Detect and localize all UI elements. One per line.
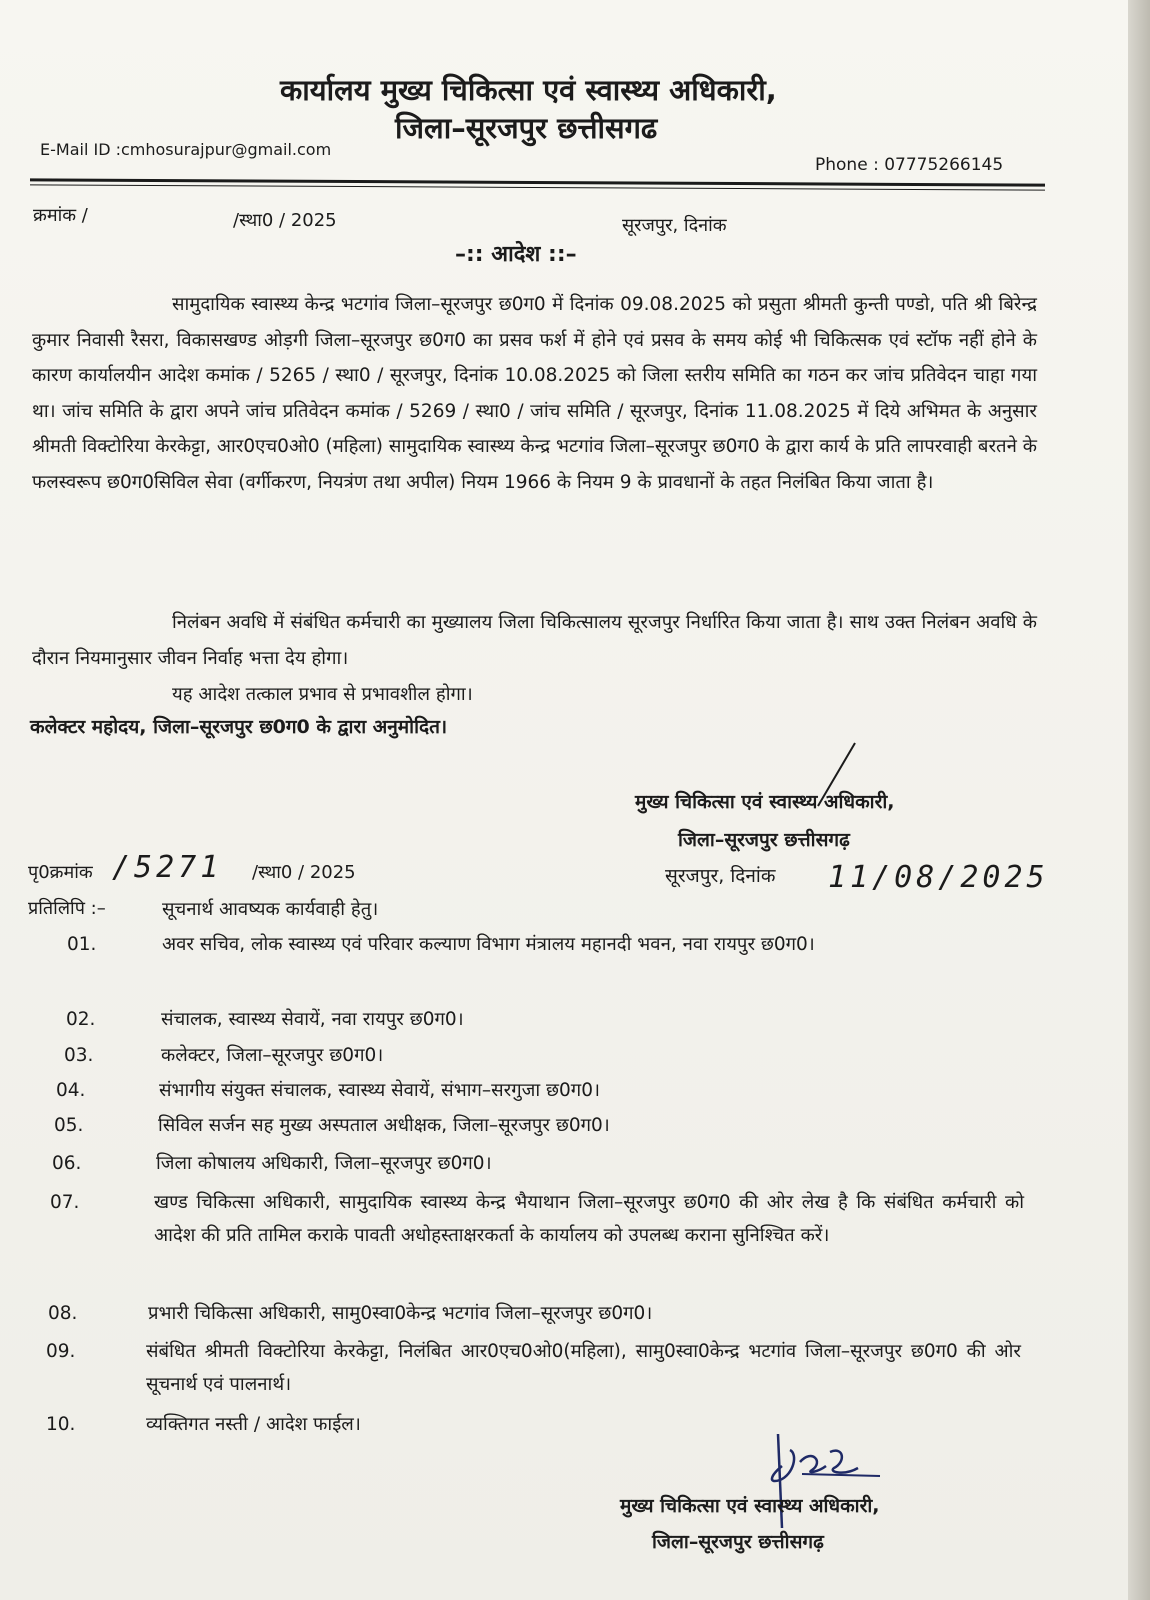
copy-label: प्रतिलिपि :– [28,898,106,919]
copy-note: सूचनार्थ आवष्यक कार्यवाही हेतु। [162,899,379,920]
recipient-text: सिविल सर्जन सह मुख्य अस्पताल अधीक्षक, जिला–सूरजपुर छ0ग0। [158,1115,610,1136]
signatory-district-top: जिला–सूरजपुर छत्तीसगढ़ [678,829,850,851]
place-date: सूरजपुर, दिनांक [622,215,727,236]
ref-suffix: /स्था0 / 2025 [233,210,337,231]
collector-approval: कलेक्टर महोदय, जिला–सूरजपुर छ0ग0 के द्वारा अनुमोदित। [30,716,448,738]
recipient-number: 07. [50,1192,80,1213]
order-paragraph-2 [32,605,1037,676]
recipient-number: 10. [46,1414,76,1435]
signatory-title-top: मुख्य चिकित्सा एवं स्वास्थ्य अधिकारी, [635,791,895,813]
recipient-text: संभागीय संयुक्त संचालक, स्वास्थ्य सेवायें, संभाग–सरगुजा छ0ग0। [159,1080,600,1101]
recipient-text: खण्ड चिकित्सा अधिकारी, सामुदायिक स्वास्थ्य केन्द्र भैयाथान जिला–सूरजपुर छ0ग0 की ओर लेख है कि संबंधित कर्मचारी को आदेश की प्रति तामिल कराके पावती अधोहस्ताक्षरकर्ता के कार्यालय को उपलब्ध कराना सुनिश्चित करें। [154,1192,1024,1246]
order-paragraph-3-text: यह आदेश तत्काल प्रभाव से प्रभावशील होगा। [172,684,473,705]
kramank-label: क्रमांक / [33,205,88,226]
signature-bottom [760,1428,890,1538]
endorsement-ref-suffix: /स्था0 / 2025 [252,862,356,883]
recipient-text: संबंधित श्रीमती विक्टोरिया केरकेट्टा, निलंबित आर0एच0ओ0(महिला), सामु0स्वा0केन्द्र भटगांव जिला–सूरजपुर छ0ग0 की ओर सूचनार्थ एवं पालनार्थ। [146,1341,1021,1395]
recipient-text: संचालक, स्वास्थ्य सेवायें, नवा रायपुर छ0ग0। [161,1009,464,1030]
order-paragraph-3 [32,677,1037,713]
page-edge-shadow [1128,0,1150,1600]
signatory-place-date-top: सूरजपुर, दिनांक [665,865,776,887]
phone-number: Phone : 07775266145 [815,155,1004,175]
handwritten-date: 11/08/2025 [828,860,1049,895]
recipient-number: 05. [54,1115,84,1136]
recipient-text: कलेक्टर, जिला–सूरजपुर छ0ग0। [161,1045,384,1066]
recipient-number: 04. [56,1080,86,1101]
order-paragraph-2-text: निलंबन अवधि में संबंधित कर्मचारी का मुख्यालय जिला चिकित्सालय सूरजपुर निर्धारित किया जाता है। साथ उक्त निलंबन अवधि के दौरान नियमानुसार जीवन निर्वाह भत्ता देय होगा। [32,612,1037,669]
signatory-title-bottom: मुख्य चिकित्सा एवं स्वास्थ्य अधिकारी, [620,1495,880,1517]
endorsement-label: पृ0क्रमांक [28,862,93,883]
handwritten-endorsement-number: /5271 [112,850,223,885]
office-title-line2: जिला–सूरजपुर छत्तीसगढ [395,111,658,145]
recipient-number: 09. [46,1341,76,1362]
recipient-number: 01. [67,934,97,955]
recipient-text: जिला कोषालय अधिकारी, जिला–सूरजपुर छ0ग0। [156,1153,492,1174]
office-title-line1: कार्यालय मुख्य चिकित्सा एवं स्वास्थ्य अधिकारी, [280,73,777,107]
recipient-number: 02. [66,1009,96,1030]
email-id: E-Mail ID :cmhosurajpur@gmail.com [40,140,332,159]
order-paragraph-1 [32,287,1037,500]
order-heading: –:: आदेश ::– [455,242,577,267]
order-paragraph-1-text: सामुदायिक स्वास्थ्य केन्द्र भटगांव जिला–सूरजपुर छ0ग0 में दिनांक 09.08.2025 को प्रसुता श्रीमती कुन्ती पण्डो, पति श्री बिरेन्द्र कुमार निवासी रैसरा, विकासखण्ड ओड़गी जिला–सूरजपुर छ0ग0 का प्रसव फर्श में होने एवं प्रसव के समय कोई भी चिकित्सक एवं स्टॉफ नहीं होने के कारण कार्यालयीन आदेश कमांक / 5265 / स्था0 / सूरजपुर, दिनांक 10.08.2025 को जिला स्तरीय समिति का गठन कर जांच प्रतिवेदन चाहा गया था। जांच समिति के द्वारा अपने जांच प्रतिवेदन कमांक / 5269 / स्था0 / जांच समिति / सूरजपुर, दिनांक 11.08.2025 में दिये अभिमत के अनुसार श्रीमती विक्टोरिया केरकेट्टा, आर0एच0ओ0 (महिला) सामुदायिक स्वास्थ्य केन्द्र भटगांव जिला–सूरजपुर छ0ग0 के द्वारा कार्य के प्रति लापरवाही बरतने के फलस्वरूप छ0ग0सिविल सेवा (वर्गीकरण, नियत्रंण तथा अपील) नियम 1966 के नियम 9 के प्रावधानों के तहत निलंबित किया जाता है। [32,294,1037,493]
recipient-number: 06. [52,1153,82,1174]
recipient-number: 08. [48,1303,78,1324]
signatory-district-bottom: जिला–सूरजपुर छत्तीसगढ़ [652,1531,824,1553]
recipient-number: 03. [64,1045,94,1066]
recipient-text: अवर सचिव, लोक स्वास्थ्य एवं परिवार कल्याण विभाग मंत्रालय महानदी भवन, नवा रायपुर छ0ग0। [162,934,815,955]
recipient-text: व्यक्तिगत नस्ती / आदेश फाईल। [146,1414,361,1435]
recipient-text: प्रभारी चिकित्सा अधिकारी, सामु0स्वा0केन्द्र भटगांव जिला–सूरजपुर छ0ग0। [148,1303,653,1324]
